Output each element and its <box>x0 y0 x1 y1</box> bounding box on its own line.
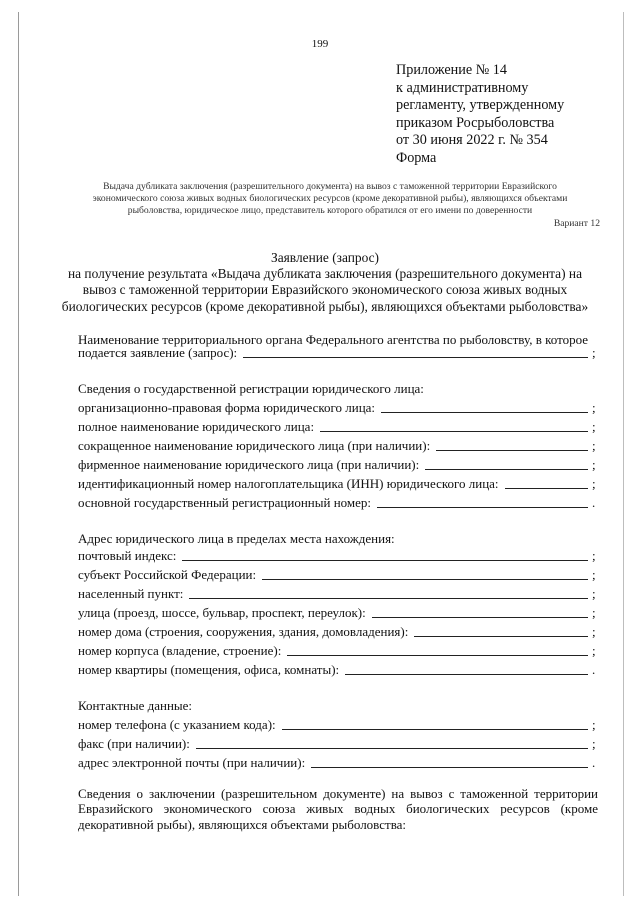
field-label: номер дома (строения, сооружения, здания, домовладения): <box>78 624 409 639</box>
field-label: организационно-правовая форма юридического лица: <box>78 400 376 415</box>
field-label: основной государственный регистрационный номер: <box>78 495 372 510</box>
line-terminator: ; <box>592 605 596 620</box>
line-terminator: ; <box>592 419 596 434</box>
field-input-line[interactable] <box>189 588 588 599</box>
field-label: населенный пункт: <box>78 586 184 601</box>
line-terminator: ; <box>592 457 596 472</box>
contacts-field-email[interactable] <box>78 754 598 770</box>
field-input-line[interactable] <box>436 440 588 451</box>
registration-field-legal-form[interactable] <box>78 399 598 415</box>
line-terminator: ; <box>592 438 596 453</box>
field-input-line[interactable] <box>372 607 588 618</box>
field-input-line[interactable] <box>287 645 588 656</box>
address-field-house[interactable] <box>78 623 598 639</box>
registration-heading: Сведения о государственной регистрации юридического лица: <box>78 381 424 396</box>
appendix-header <box>396 62 626 168</box>
registration-field-ogrn[interactable] <box>78 494 598 510</box>
line-terminator: . <box>592 495 596 510</box>
service-note: Выдача дубликата заключения (разрешительного документа) на вывоз с таможенной территории Евразийского экономического союза живых водных биологических ресурсов (кроме декоративной рыбы), являющихся объектами рыболовства, юридическое лицо, представитель которого обратился от его имени по доверенности <box>92 181 568 216</box>
line-terminator: ; <box>592 586 596 601</box>
field-label: номер квартиры (помещения, офиса, комнаты): <box>78 662 340 677</box>
appendix-line: приказом Росрыболовства <box>396 114 555 131</box>
field-label: почтовый индекс: <box>78 548 177 563</box>
field-label: адрес электронной почты (при наличии): <box>78 755 306 770</box>
field-label: улица (проезд, шоссе, бульвар, проспект, переулок): <box>78 605 366 620</box>
appendix-line: Приложение № 14 <box>396 62 507 78</box>
field-label: номер корпуса (владение, строение): <box>78 643 282 658</box>
field-input-line[interactable] <box>311 757 588 768</box>
field-label: факс (при наличии): <box>78 736 190 751</box>
appendix-line: от 30 июня 2022 г. № 354 <box>396 132 548 149</box>
registration-field-full-name[interactable] <box>78 418 598 434</box>
field-label: субъект Российской Федерации: <box>78 567 257 582</box>
address-field-apartment[interactable] <box>78 661 598 677</box>
field-label: полное наименование юридического лица: <box>78 419 315 434</box>
conclusion-info-text: Сведения о заключении (разрешительном документе) на вывоз с таможенной территории Евразийского экономического союза живых водных биологических ресурсов (кроме декоративной рыбы), являющихся объектами рыболовства: <box>78 786 598 832</box>
registration-field-inn[interactable] <box>78 475 598 491</box>
line-terminator: . <box>592 755 596 770</box>
appendix-line: к административному <box>396 79 529 96</box>
contacts-field-phone[interactable] <box>78 716 598 732</box>
field-input-line[interactable] <box>425 459 588 470</box>
line-terminator: ; <box>592 624 596 639</box>
authority-input-line[interactable] <box>243 347 588 358</box>
registration-field-trade-name[interactable] <box>78 456 598 472</box>
field-label: идентификационный номер налогоплательщика (ИНН) юридического лица: <box>78 476 499 491</box>
field-input-line[interactable] <box>377 497 588 508</box>
field-input-line[interactable] <box>381 402 588 413</box>
address-field-locality[interactable] <box>78 585 598 601</box>
address-field-region[interactable] <box>78 566 598 582</box>
page-number: 199 <box>311 38 329 50</box>
field-input-line[interactable] <box>282 719 588 730</box>
authority-field-label: подается заявление (запрос): <box>78 345 238 360</box>
field-input-line[interactable] <box>320 421 588 432</box>
field-input-line[interactable] <box>262 569 588 580</box>
contacts-field-fax[interactable] <box>78 735 598 751</box>
field-input-line[interactable] <box>505 478 588 489</box>
authority-field[interactable] <box>78 344 598 360</box>
appendix-form-label: Форма <box>396 149 437 166</box>
variant-label: Вариант 12 <box>553 218 600 229</box>
authority-label: Наименование территориального органа Федерального агентства по рыболовству, в которое <box>78 332 589 347</box>
line-terminator: . <box>592 662 596 677</box>
registration-field-short-name[interactable] <box>78 437 598 453</box>
line-terminator: ; <box>592 736 596 751</box>
line-terminator: ; <box>592 548 596 563</box>
line-terminator: ; <box>592 400 596 415</box>
field-input-line[interactable] <box>414 626 588 637</box>
field-input-line[interactable] <box>182 550 588 561</box>
field-label: сокращенное наименование юридического лица (при наличии): <box>78 438 431 453</box>
address-field-street[interactable] <box>78 604 598 620</box>
field-input-line[interactable] <box>196 738 588 749</box>
address-heading: Адрес юридического лица в пределах места нахождения: <box>78 531 395 546</box>
document-title <box>60 250 590 315</box>
appendix-line: регламенту, утвержденному <box>396 97 565 114</box>
line-terminator: ; <box>592 717 596 732</box>
line-terminator: ; <box>592 643 596 658</box>
title-subject: на получение результата «Выдача дубликата заключения (разрешительного документа) на вывоз с таможенной территории Евразийского экономического союза живых водных биологических ресурсов (кроме декоративной рыбы), являющихся объектами рыболовства» <box>61 266 589 314</box>
line-terminator: ; <box>592 567 596 582</box>
title-line: Заявление (запрос) <box>270 250 379 265</box>
field-label: фирменное наименование юридического лица (при наличии): <box>78 457 420 472</box>
address-field-postal-code[interactable] <box>78 547 598 563</box>
field-input-line[interactable] <box>345 664 588 675</box>
line-terminator: ; <box>592 345 596 360</box>
contacts-heading: Контактные данные: <box>78 698 193 713</box>
field-label: номер телефона (с указанием кода): <box>78 717 276 732</box>
line-terminator: ; <box>592 476 596 491</box>
address-field-building[interactable] <box>78 642 598 658</box>
